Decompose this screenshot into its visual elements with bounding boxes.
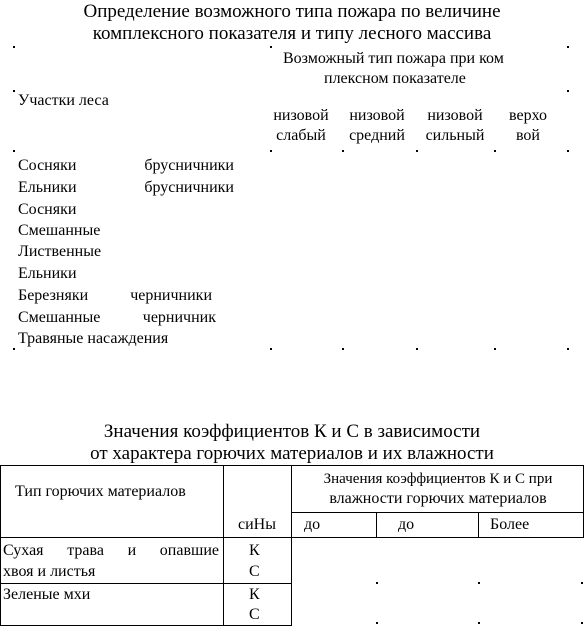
- grid-dot: [567, 150, 569, 152]
- forest-row: Ельники: [18, 265, 77, 282]
- forest-row: Травяные насаждения: [18, 330, 169, 347]
- grid-dot: [270, 150, 272, 152]
- fire-type-weak-line2: слабый: [276, 127, 326, 144]
- moisture-header-3: Более: [490, 516, 530, 533]
- table-rule: [0, 465, 584, 466]
- table2-title-line2: от характера горючих материалов и их влажности: [90, 443, 494, 464]
- coef-values-header-line2: влажности горючих материалов: [329, 490, 547, 507]
- coef-k: К: [249, 542, 260, 559]
- table-rule: [291, 465, 292, 626]
- grid-dot: [416, 150, 418, 152]
- table-rule: [223, 465, 224, 626]
- moisture-header-1: до: [304, 516, 321, 533]
- grid-dot: [581, 622, 583, 624]
- grid-dot: [478, 582, 480, 584]
- table-rule: [0, 583, 291, 584]
- fire-type-strong-line1: низовой: [427, 107, 483, 124]
- grid-dot: [494, 348, 496, 350]
- table-rule: [291, 537, 584, 538]
- table-rule: [478, 512, 479, 538]
- grid-dot: [13, 90, 15, 92]
- forest-row: Смешанные: [18, 222, 101, 239]
- table-rule: [0, 537, 291, 538]
- grid-dot: [376, 622, 378, 624]
- table-rule: [376, 512, 377, 538]
- coef-c: С: [249, 606, 260, 623]
- forest-areas-header: Участки леса: [18, 92, 109, 109]
- forest-row: Смешанные черничник: [18, 309, 216, 326]
- forest-row: Сосняки брусничники: [18, 157, 234, 174]
- grid-dot: [416, 348, 418, 350]
- grid-dot: [13, 348, 15, 350]
- grid-dot: [581, 582, 583, 584]
- coef-symbol-header: сиНы: [238, 516, 276, 533]
- fire-type-medium-line2: средний: [349, 127, 405, 144]
- fire-type-crown-line2: вой: [515, 127, 540, 144]
- grid-dot: [478, 622, 480, 624]
- grid-dot: [567, 90, 569, 92]
- grid-dot: [13, 150, 15, 152]
- table1-title-line2: комплексного показателя и типу лесного массива: [92, 23, 492, 44]
- forest-row: Березняки черничники: [18, 287, 212, 304]
- forest-row: Ельники брусничники: [18, 179, 234, 196]
- grid-dot: [494, 150, 496, 152]
- fuel-row-2-line1: Зеленые мхи: [3, 586, 91, 603]
- fire-type-group-header-line2: плексном показателе: [324, 70, 466, 87]
- forest-row: Сосняки: [18, 201, 77, 218]
- grid-dot: [13, 46, 15, 48]
- fuel-row-1-line1: Сухая трава и опавшие: [3, 542, 219, 559]
- fire-type-strong-line2: сильный: [425, 127, 485, 144]
- moisture-header-2: до: [398, 516, 415, 533]
- coef-values-header-line1: Значения коэффициентов К и С при: [323, 471, 553, 487]
- fire-type-medium-line1: низовой: [349, 107, 405, 124]
- fire-type-group-header-line1: Возможный тип пожара при ком: [283, 50, 504, 67]
- table-rule: [291, 512, 584, 513]
- grid-dot: [376, 582, 378, 584]
- forest-row: Лиственные: [18, 243, 102, 260]
- coef-c: С: [249, 563, 260, 580]
- table-rule: [0, 465, 1, 626]
- table2-title-line1: Значения коэффициентов К и С в зависимости: [103, 421, 481, 442]
- grid-dot: [270, 46, 272, 48]
- grid-dot: [270, 348, 272, 350]
- grid-dot: [342, 348, 344, 350]
- table1-title-line1: Определение возможного типа пожара по величине: [83, 1, 501, 22]
- fuel-row-1-line2: хвоя и листья: [3, 563, 96, 580]
- fire-type-crown-line1: верхо: [509, 107, 547, 124]
- grid-dot: [342, 150, 344, 152]
- grid-dot: [567, 46, 569, 48]
- grid-dot: [567, 348, 569, 350]
- fire-type-weak-line1: низовой: [273, 107, 329, 124]
- fuel-type-header: Тип горючих материалов: [15, 483, 186, 500]
- coef-k: К: [249, 586, 260, 603]
